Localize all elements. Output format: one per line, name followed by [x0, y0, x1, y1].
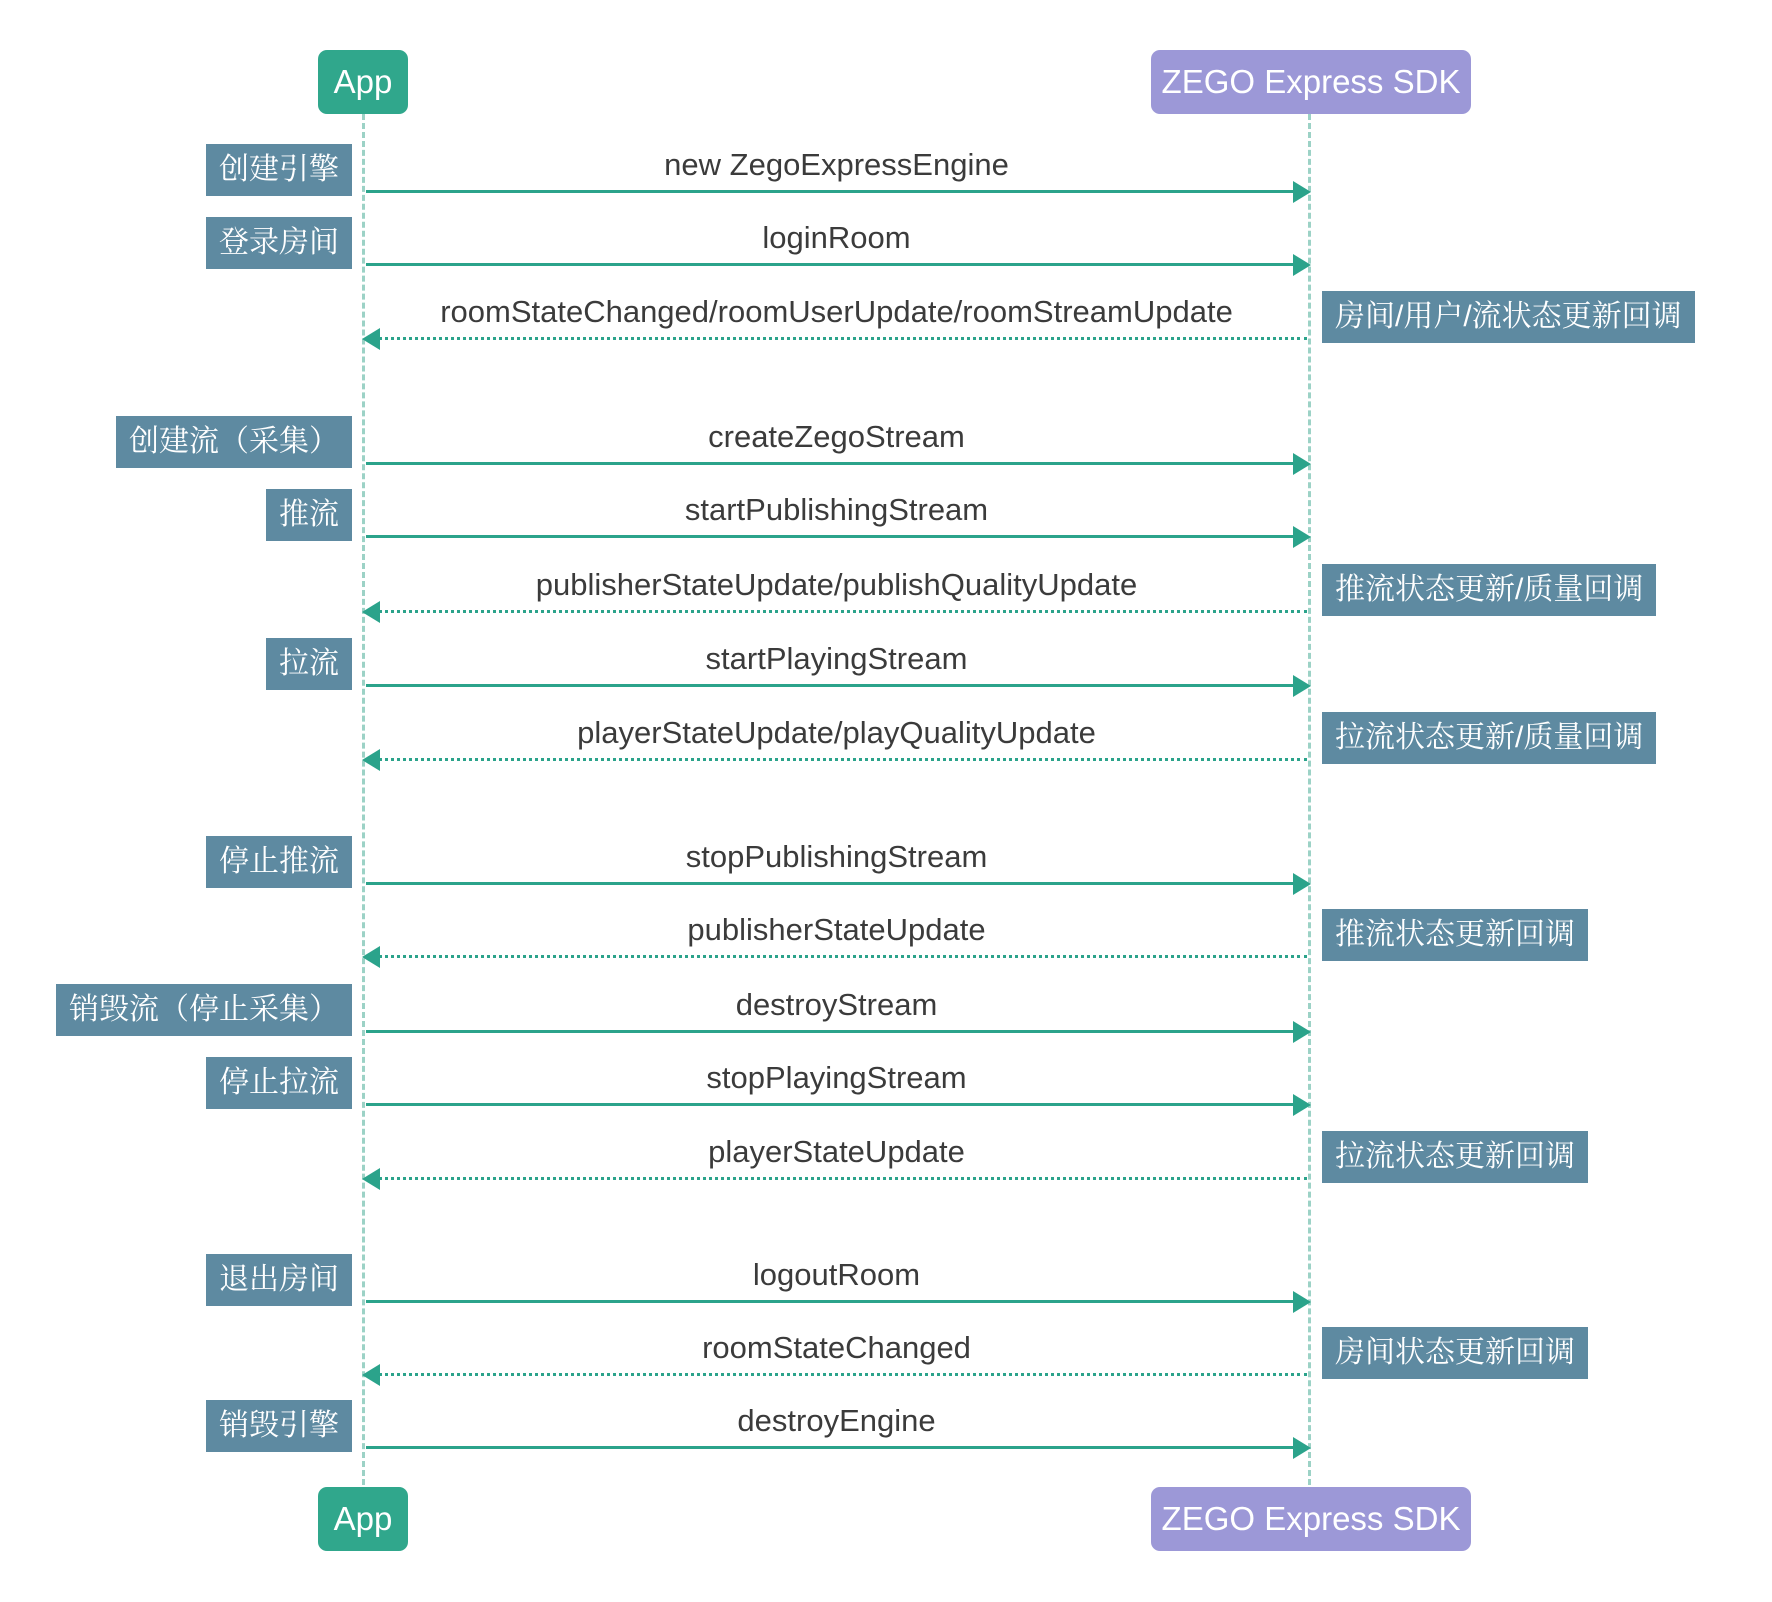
- arrowhead-right-icon: [1293, 1021, 1311, 1043]
- step-label: 推流: [266, 489, 352, 541]
- callback-arrow: [366, 955, 1307, 958]
- message-label: playerStateUpdate/playQualityUpdate: [577, 715, 1096, 750]
- message-label: roomStateChanged/roomUserUpdate/roomStreamUpdate: [440, 294, 1233, 329]
- callback-arrow: [366, 610, 1307, 613]
- arrowhead-left-icon: [362, 601, 380, 623]
- participant-app-bottom: App: [318, 1487, 408, 1551]
- callback-label: 推流状态更新回调: [1322, 909, 1588, 961]
- message-label: stopPlayingStream: [706, 1060, 967, 1095]
- arrowhead-right-icon: [1293, 526, 1311, 548]
- arrowhead-right-icon: [1293, 1094, 1311, 1116]
- step-label: 登录房间: [206, 217, 352, 269]
- callback-label: 拉流状态更新回调: [1322, 1131, 1588, 1183]
- step-label: 停止拉流: [206, 1057, 352, 1109]
- message-arrow: [366, 882, 1307, 885]
- message-arrow: [366, 1030, 1307, 1033]
- message-arrow: [366, 1300, 1307, 1303]
- callback-label: 房间状态更新回调: [1322, 1327, 1588, 1379]
- step-label: 创建引擎: [206, 144, 352, 196]
- arrowhead-right-icon: [1293, 873, 1311, 895]
- message-label: new ZegoExpressEngine: [664, 147, 1009, 182]
- participant-sdk-bottom: ZEGO Express SDK: [1151, 1487, 1471, 1551]
- message-label: stopPublishingStream: [685, 839, 988, 874]
- message-arrow: [366, 1103, 1307, 1106]
- arrowhead-right-icon: [1293, 1437, 1311, 1459]
- message-arrow: [366, 1446, 1307, 1449]
- step-label: 退出房间: [206, 1254, 352, 1306]
- message-label: logoutRoom: [752, 1257, 921, 1292]
- arrowhead-right-icon: [1293, 181, 1311, 203]
- arrowhead-right-icon: [1293, 254, 1311, 276]
- message-label: roomStateChanged: [702, 1330, 971, 1365]
- arrowhead-right-icon: [1293, 675, 1311, 697]
- arrowhead-left-icon: [362, 946, 380, 968]
- participant-sdk-top: ZEGO Express SDK: [1151, 50, 1471, 114]
- message-label: loginRoom: [762, 220, 911, 255]
- callback-arrow: [366, 1373, 1307, 1376]
- lifeline-app: [362, 114, 365, 1485]
- callback-arrow: [366, 337, 1307, 340]
- callback-arrow: [366, 758, 1307, 761]
- message-label: startPublishingStream: [684, 492, 989, 527]
- arrowhead-left-icon: [362, 328, 380, 350]
- callback-label: 拉流状态更新/质量回调: [1322, 712, 1656, 764]
- message-arrow: [366, 684, 1307, 687]
- message-label: publisherStateUpdate/publishQualityUpdate: [535, 567, 1138, 602]
- step-label: 创建流（采集）: [116, 416, 352, 468]
- message-arrow: [366, 535, 1307, 538]
- participant-app-top: App: [318, 50, 408, 114]
- message-arrow: [366, 190, 1307, 193]
- arrowhead-left-icon: [362, 1168, 380, 1190]
- message-label: playerStateUpdate: [708, 1134, 965, 1169]
- step-label: 销毁流（停止采集）: [56, 984, 352, 1036]
- step-label: 拉流: [266, 638, 352, 690]
- message-label: destroyStream: [735, 987, 938, 1022]
- lifeline-sdk: [1308, 114, 1311, 1485]
- callback-label: 房间/用户/流状态更新回调: [1322, 291, 1695, 343]
- arrowhead-left-icon: [362, 1364, 380, 1386]
- arrowhead-right-icon: [1293, 1291, 1311, 1313]
- message-arrow: [366, 462, 1307, 465]
- message-label: createZegoStream: [708, 419, 965, 454]
- message-label: publisherStateUpdate: [687, 912, 986, 947]
- message-arrow: [366, 263, 1307, 266]
- arrowhead-left-icon: [362, 749, 380, 771]
- arrowhead-right-icon: [1293, 453, 1311, 475]
- step-label: 停止推流: [206, 836, 352, 888]
- callback-arrow: [366, 1177, 1307, 1180]
- message-label: destroyEngine: [737, 1403, 936, 1438]
- callback-label: 推流状态更新/质量回调: [1322, 564, 1656, 616]
- step-label: 销毁引擎: [206, 1400, 352, 1452]
- message-label: startPlayingStream: [705, 641, 968, 676]
